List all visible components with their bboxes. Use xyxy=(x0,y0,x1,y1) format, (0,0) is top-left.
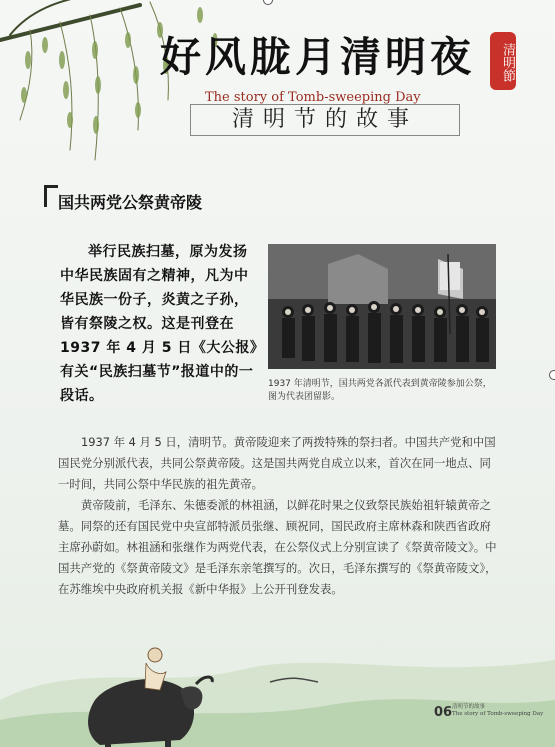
subtitle-english: The story of Tomb-sweeping Day xyxy=(205,90,421,105)
article-body xyxy=(58,432,502,600)
lead-paragraph: 举行民族扫墓，原为发扬中华民族固有之精神，凡为中华民族一份子，炎黄之子孙，皆有祭陵之权。这是刊登在 1937 年 4 月 5 日《大公报》有关“民族扫墓节”报道中的一段话。 xyxy=(60,244,258,404)
willow-branch-illustration xyxy=(0,0,168,160)
qingming-seal: 清明節 xyxy=(490,32,516,90)
running-title xyxy=(452,704,543,718)
subtitle-chinese: 清明节的故事 xyxy=(231,107,418,132)
running-title-cn: 清明节的故事 xyxy=(452,704,486,710)
article-paragraph: 1937 年 4 月 5 日，清明节。黄帝陵迎来了两拨特殊的祭扫者。中国共产党和中国国民党分别派代表，共同公祭黄帝陵。这是国共两党自成立以来，首次在同一地点、同一时间，共同公祭中华民族的祖先黄帝。 xyxy=(58,435,496,491)
page-number: 06 xyxy=(434,705,453,720)
section-corner-mark xyxy=(44,185,47,207)
historical-photo xyxy=(268,244,496,369)
page-title: 好风胧月清明夜 xyxy=(160,33,475,81)
running-title-en: The story of Tomb-sweeping Day xyxy=(452,711,544,717)
article-paragraph: 黄帝陵前，毛泽东、朱德委派的林祖涵，以鲜花时果之仪致祭民族始祖轩辕黄帝之墓。同祭的还有国民党中央宣部特派员张继、顾祝同，国民政府主席林森和陕西省政府主席孙蔚如。林祖涵和张继作为两党代表，在公祭仪式上分别宣读了《祭黄帝陵文》。中国共产党的《祭黄帝陵文》是毛泽东亲笔撰写的。次日，毛泽东撰写的《祭黄帝陵文》，在苏维埃中央政府机关报《新中华报》上公开刊登发表。 xyxy=(58,498,497,596)
photo-caption: 1937 年清明节，国共两党各派代表到黄帝陵参加公祭，图为代表团留影。 xyxy=(268,379,492,402)
section-heading: 国共两党公祭黄帝陵 xyxy=(58,193,203,212)
binding-ring xyxy=(549,370,555,380)
section-corner-mark-top xyxy=(44,185,58,188)
